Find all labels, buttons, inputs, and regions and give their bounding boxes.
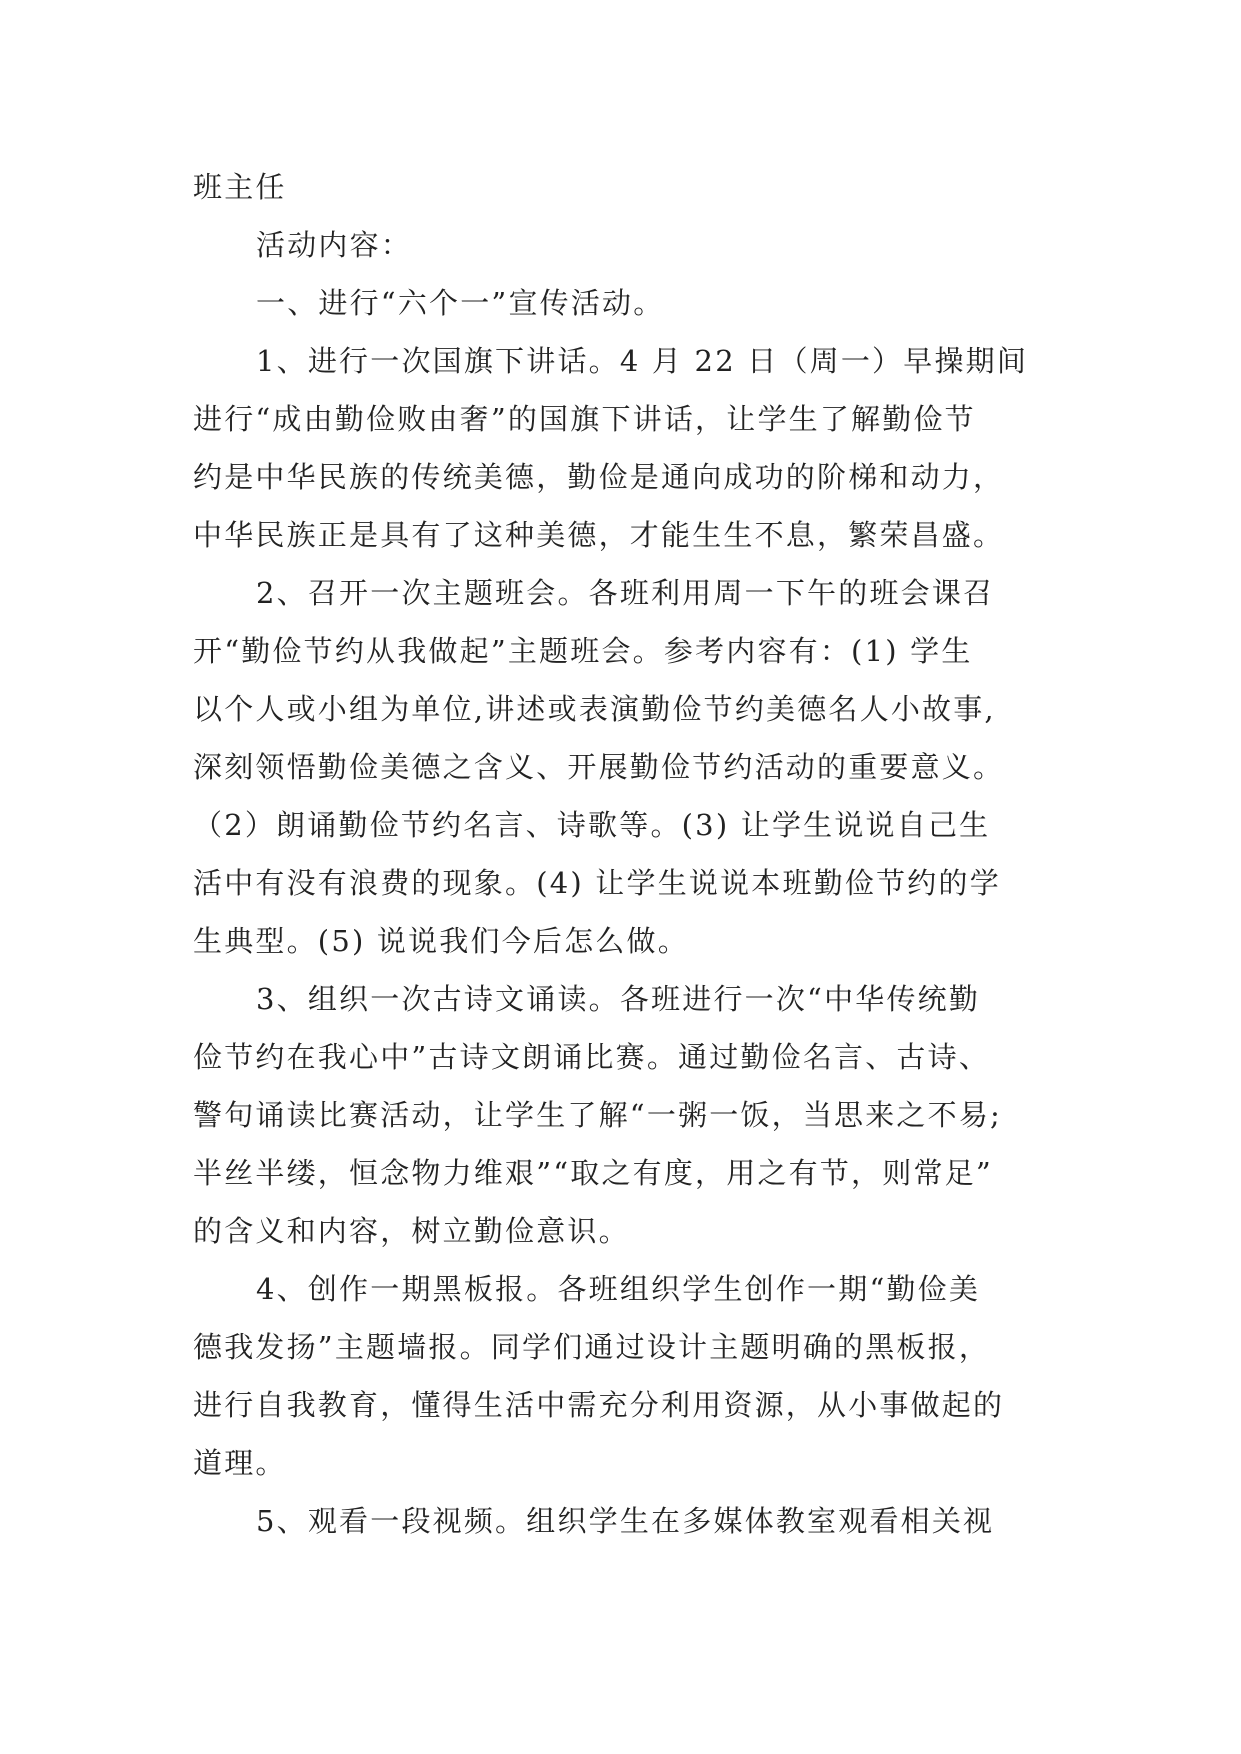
text-line: 德我发扬”主题墙报。同学们通过设计主题明确的黑板报， [193, 1330, 991, 1364]
text-line: 深刻领悟勤俭美德之含义、开展勤俭节约活动的重要意义。 [193, 750, 1005, 784]
text-line: 警句诵读比赛活动，让学生了解“一粥一饭，当思来之不易; [193, 1098, 1002, 1132]
text-line: 班主任 [193, 170, 287, 204]
text-line: （2）朗诵勤俭节约名言、诗歌等。(3) 让学生说说自己生 [193, 808, 991, 842]
text-line: 中华民族正是具有了这种美德，才能生生不息，繁荣昌盛。 [193, 518, 1005, 552]
text-line: 3、组织一次古诗文诵读。各班进行一次“中华传统勤 [256, 982, 981, 1016]
text-line: 进行“成由勤俭败由奢”的国旗下讲话，让学生了解勤俭节 [193, 402, 976, 436]
text-line: 俭节约在我心中”古诗文朗诵比赛。通过勤俭名言、古诗、 [193, 1040, 991, 1074]
text-line: 生典型。(5) 说说我们今后怎么做。 [193, 924, 689, 958]
text-line: 约是中华民族的传统美德，勤俭是通向成功的阶梯和动力， [193, 460, 1005, 494]
section-heading: 活动内容： [256, 228, 413, 262]
text-line: 5、观看一段视频。组织学生在多媒体教室观看相关视 [256, 1504, 995, 1538]
text-line: 活中有没有浪费的现象。(4) 让学生说说本班勤俭节约的学 [193, 866, 1001, 900]
document-body [193, 158, 1063, 1550]
text-line: 半丝半缕，恒念物力维艰”“取之有度，用之有节，则常足” [193, 1156, 993, 1190]
text-line: 2、召开一次主题班会。各班利用周一下午的班会课召 [256, 576, 995, 610]
text-line: 开“勤俭节约从我做起”主题班会。参考内容有：(1) 学生 [193, 634, 973, 668]
text-line: 4、创作一期黑板报。各班组织学生创作一期“勤俭美 [256, 1272, 981, 1306]
text-line: 道理。 [193, 1446, 287, 1480]
section-heading: 一、进行“六个一”宣传活动。 [256, 286, 665, 320]
text-line: 以个人或小组为单位,讲述或表演勤俭节约美德名人小故事, [193, 692, 996, 726]
text-line: 1、进行一次国旗下讲话。4 月 22 日（周一）早操期间 [256, 344, 1029, 378]
text-line: 的含义和内容，树立勤俭意识。 [193, 1214, 630, 1248]
text-line: 进行自我教育，懂得生活中需充分利用资源，从小事做起的 [193, 1388, 1005, 1422]
